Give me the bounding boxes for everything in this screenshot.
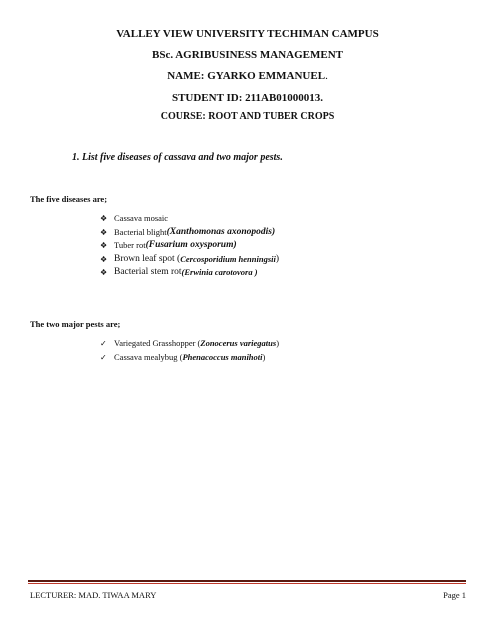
diseases-label: The five diseases are; [30,194,108,204]
list-item: ❖ Bacterial stem rot (Erwinia carotovora ) [100,266,279,280]
list-item: ❖ Tuber rot (Fusarium oxysporum) [100,239,279,253]
list-item: ❖ Bacterial blight (Xanthomonas axonopodis) [100,226,279,240]
footer-lecturer: LECTURER: MAD. TIWAA MARY [30,590,157,600]
diamond-bullet-icon: ❖ [100,214,108,223]
list-item: ❖ Brown leaf spot ( Cercosporidium henningsii ) [100,253,279,267]
course-title: COURSE: ROOT AND TUBER CROPS [160,111,335,122]
program-title: BSc. AGRIBUSINESS MANAGEMENT [151,49,343,61]
list-item: ✓ Variegated Grasshopper ( Zonocerus variegatus ) [100,337,279,351]
footer-divider-accent [28,583,466,584]
list-item: ❖ Cassava mosaic [100,212,279,226]
disease-list [100,212,279,280]
list-item: ✓ Cassava mealybug ( Phenacoccus manihoti ) [100,351,279,365]
diamond-bullet-icon: ❖ [100,241,108,250]
checkmark-bullet-icon: ✓ [100,352,107,362]
university-title: VALLEY VIEW UNIVERSITY TECHIMAN CAMPUS [116,28,379,40]
diamond-bullet-icon: ❖ [100,254,108,264]
student-id: STUDENT ID: 211AB01000013. [171,92,324,104]
student-name: NAME: GYARKO EMMANUEL. [167,70,328,82]
page-number: Page 1 [443,590,466,600]
footer-divider [28,580,466,582]
diamond-bullet-icon: ❖ [100,268,108,277]
pests-label: The two major pests are; [30,319,121,329]
question-1: 1. List five diseases of cassava and two major pests. [72,152,283,163]
checkmark-bullet-icon: ✓ [100,339,107,348]
diamond-bullet-icon: ❖ [100,227,108,237]
pest-list [100,337,279,364]
